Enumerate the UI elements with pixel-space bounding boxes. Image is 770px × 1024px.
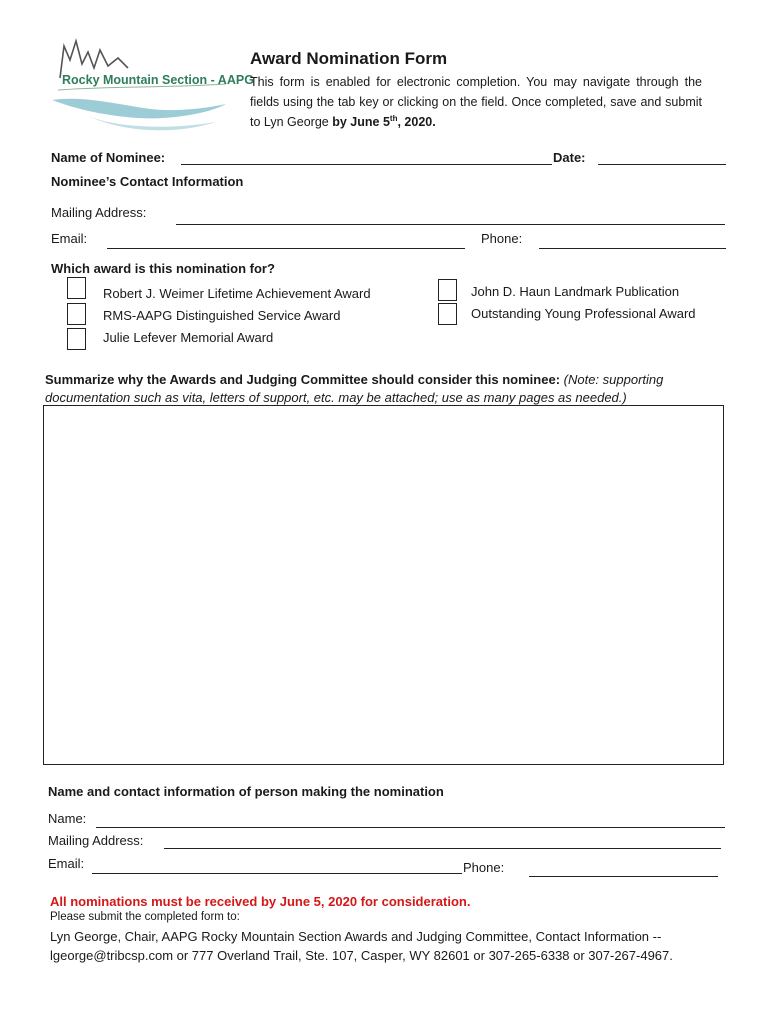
intro-deadline-year: , 2020.: [397, 115, 436, 129]
checkbox-distinguished-service-award[interactable]: [67, 303, 86, 325]
logo-text: Rocky Mountain Section - AAPG: [62, 73, 254, 87]
submit-to-text: Please submit the completed form to:: [50, 911, 240, 923]
intro-prefix: This form is enabled for electronic completion. You may navigate through the fields using the tab key or clicking on the field. Once completed, save and submit to Lyn George: [250, 75, 702, 129]
nominator-email-field[interactable]: [92, 873, 462, 874]
award-label-haun: John D. Haun Landmark Publication: [471, 284, 680, 299]
section-logo: [48, 38, 254, 138]
nominator-phone-label: Phone:: [463, 860, 505, 875]
award-label-lefever: Julie Lefever Memorial Award: [103, 330, 274, 345]
nominee-phone-field[interactable]: [539, 248, 726, 249]
summary-note-line1: (Note: supporting: [563, 372, 664, 387]
summary-note-line2: documentation such as vita, letters of support, etc. may be attached; use as many pages as needed.): [45, 390, 627, 405]
checkbox-young-professional-award[interactable]: [438, 303, 457, 325]
contact-line-2: lgeorge@tribcsp.com or 777 Overland Trail, Ste. 107, Casper, WY 82601 or 307-265-6338 or 307-267-4967.: [50, 948, 673, 963]
date-field[interactable]: [598, 164, 726, 165]
nominee-email-field[interactable]: [107, 248, 465, 249]
nominator-name-field[interactable]: [96, 827, 725, 828]
nominator-heading: Name and contact information of person making the nomination: [48, 784, 444, 799]
award-label-weimer: Robert J. Weimer Lifetime Achievement Award: [103, 286, 371, 301]
nominee-mailing-label: Mailing Address:: [51, 205, 147, 220]
mountains-logo-graphic: [48, 38, 238, 138]
nominator-email-label: Email:: [48, 856, 85, 871]
nominee-mailing-field[interactable]: [176, 224, 725, 225]
award-label-distinguished-service: RMS-AAPG Distinguished Service Award: [103, 308, 341, 323]
intro-deadline-date: by June 5: [332, 115, 390, 129]
contact-line-1: Lyn George, Chair, AAPG Rocky Mountain Section Awards and Judging Committee, Contact Information --: [50, 929, 662, 944]
summary-instructions: [45, 372, 663, 388]
summary-text-area[interactable]: [43, 405, 724, 765]
nominee-email-label: Email:: [51, 231, 88, 246]
nominee-name-label: Name of Nominee:: [51, 150, 166, 165]
nominator-name-label: Name:: [48, 811, 87, 826]
award-label-young-professional: Outstanding Young Professional Award: [471, 306, 696, 321]
nominator-mailing-label: Mailing Address:: [48, 833, 144, 848]
checkbox-weimer-award[interactable]: [67, 277, 86, 299]
intro-deadline: [332, 115, 435, 129]
nominator-mailing-field[interactable]: [164, 848, 721, 849]
nominee-contact-heading: Nominee’s Contact Information: [51, 174, 244, 189]
intro-text: [250, 72, 702, 132]
summary-heading: Summarize why the Awards and Judging Committee should consider this nominee:: [45, 372, 564, 387]
deadline-notice: All nominations must be received by June 5, 2020 for consideration.: [50, 894, 471, 909]
checkbox-lefever-award[interactable]: [67, 328, 86, 350]
form-title: Award Nomination Form: [250, 49, 448, 68]
date-label: Date:: [553, 150, 586, 165]
checkbox-haun-award[interactable]: [438, 279, 457, 301]
award-question: Which award is this nomination for?: [51, 261, 275, 276]
nominee-phone-label: Phone:: [481, 231, 523, 246]
nominee-name-field[interactable]: [181, 164, 552, 165]
intro-deadline-sup: th: [389, 113, 398, 123]
nominator-phone-field[interactable]: [529, 876, 718, 877]
